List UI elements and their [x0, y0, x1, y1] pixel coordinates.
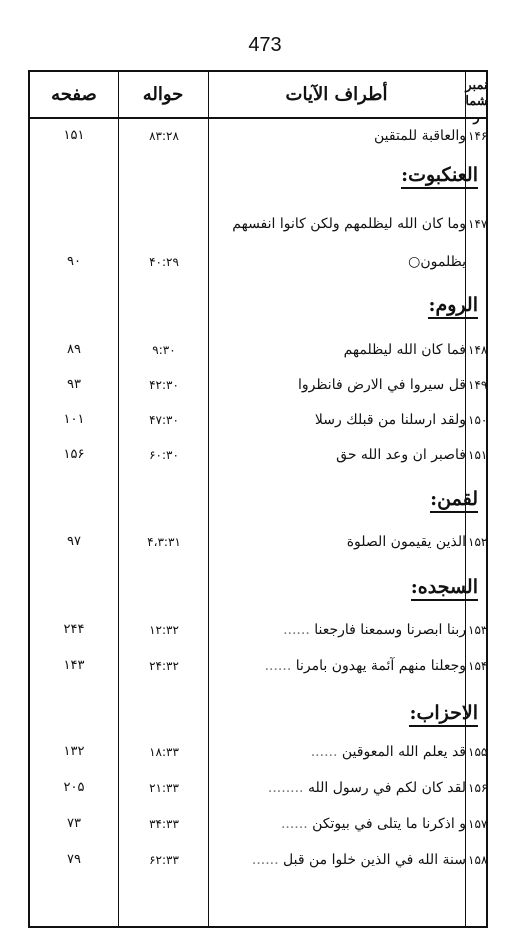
reference-cell: ۱۸:۳۳: [149, 745, 179, 759]
table-row: [30, 404, 486, 436]
surah-heading-text: السجده:: [411, 576, 478, 601]
reference-cell: ۶۲:۳۳: [149, 853, 179, 867]
table-row: [30, 526, 486, 558]
verse-cell: [216, 439, 466, 471]
table-row: [30, 334, 486, 366]
table-row: [30, 736, 486, 768]
verse-text: سنة الله في الذين خلوا من قبل: [283, 852, 466, 868]
verse-text: الذين يقيمون الصلوة: [346, 534, 466, 550]
header-page: صفحه: [51, 84, 97, 105]
reference-cell: ۳۴:۳۳: [149, 817, 179, 831]
surah-heading: [216, 482, 478, 516]
reference-cell: ۴۰:۲۹: [149, 255, 179, 269]
index-table: [28, 70, 488, 928]
number-cell: ۱۵۰: [468, 413, 488, 427]
number-cell: ۱۵۷: [468, 817, 488, 831]
page-cell: ۱۳۲: [63, 744, 85, 759]
verse-cell: [216, 334, 466, 366]
reference-cell: ۲۱:۳۳: [149, 781, 179, 795]
surah-heading-text: العنکبوت:: [401, 164, 478, 189]
surah-heading-text: لقمن:: [430, 488, 478, 513]
number-cell: ۱۵۵: [468, 745, 488, 759]
leader-dots: ......: [310, 744, 342, 760]
number-cell: ۱۴۶: [468, 129, 488, 143]
page-cell: ۱۰۱: [63, 412, 85, 427]
number-cell: ۱۵۳: [468, 623, 488, 637]
number-cell: [468, 246, 486, 278]
verse-cell: [216, 526, 466, 558]
reference-cell: ۱۲:۳۲: [149, 623, 179, 637]
page-cell: ۹۳: [67, 377, 81, 392]
reference-cell: [120, 208, 208, 240]
page-number: 473: [248, 34, 282, 56]
verse-text: والعاقبة للمتقين: [374, 128, 466, 144]
header-number: نمبرشمار: [465, 78, 488, 125]
page-cell: ۱۵۱: [63, 128, 85, 143]
surah-heading-text: الروم:: [428, 294, 478, 319]
verse-text: وما كان الله ليظلمهم ولكن كانوا انفسهم: [232, 216, 466, 232]
verse-cell: [216, 208, 466, 240]
number-cell: ۱۵۶: [468, 781, 488, 795]
reference-cell: ۴۲:۳۰: [149, 378, 179, 392]
verse-text: يظلمون○: [408, 254, 466, 270]
reference-cell: ۴،۳:۳۱: [147, 535, 181, 549]
verse-text: قل سيروا في الارض فانظروا: [297, 377, 466, 393]
number-cell: ۱۴۷: [468, 217, 488, 231]
table-row: [30, 439, 486, 471]
table-row: [30, 614, 486, 646]
verse-cell: [216, 736, 466, 768]
leader-dots: ......: [251, 852, 284, 868]
leader-dots: ........: [267, 780, 308, 796]
leader-dots: ......: [264, 658, 296, 674]
page-cell: ۷۳: [67, 816, 81, 831]
verse-text: ربنا ابصرنا وسمعنا فارجعنا: [314, 622, 466, 638]
verse-cell: [216, 772, 466, 804]
surah-heading: [216, 158, 478, 192]
reference-cell: ۶۰:۳۰: [149, 448, 179, 462]
page-cell: ۲۴۴: [63, 622, 85, 637]
verse-cell: [216, 614, 466, 646]
verse-text: فما كان الله ليظلمهم: [343, 342, 466, 358]
verse-text: قد يعلم الله المعوقين: [341, 744, 466, 760]
page-cell: [30, 208, 118, 240]
header-rule: [30, 117, 486, 119]
verse-text: فاصبر ان وعد الله حق: [336, 447, 466, 463]
verse-text: و اذكرنا ما يتلى في بيوتكن: [312, 816, 466, 832]
verse-cell: [216, 246, 466, 278]
number-cell: ۱۵۲: [468, 535, 488, 549]
page-cell: ۸۹: [67, 342, 81, 357]
number-cell: ۱۵۱: [468, 448, 488, 462]
page-cell: ۷۹: [67, 852, 81, 867]
reference-cell: ۲۴:۳۲: [149, 659, 179, 673]
table-row: [30, 246, 486, 278]
page-cell: ۲۰۵: [63, 780, 85, 795]
surah-heading: [216, 696, 478, 730]
verse-cell: [216, 650, 466, 682]
leader-dots: ......: [280, 816, 313, 832]
table-row: [30, 369, 486, 401]
verse-cell: [216, 808, 466, 840]
table-row: [30, 844, 486, 876]
reference-cell: ۸۳:۲۸: [149, 129, 179, 143]
verse-cell: [216, 844, 466, 876]
verse-cell: [216, 120, 466, 152]
table-row: [30, 120, 486, 152]
header-verse: أطراف الآيات: [285, 84, 388, 105]
page-cell: ۹۰: [67, 254, 81, 269]
number-cell: ۱۴۸: [468, 343, 488, 357]
reference-cell: ۴۷:۳۰: [149, 413, 179, 427]
verse-cell: [216, 404, 466, 436]
table-row: [30, 772, 486, 804]
verse-text: ولقد ارسلنا من قبلك رسلا: [314, 412, 466, 428]
page-cell: ۱۵۶: [63, 447, 85, 462]
verse-text: لقد كان لكم في رسول الله: [307, 780, 466, 796]
reference-cell: ۹:۳۰: [152, 343, 176, 357]
number-cell: ۱۵۴: [468, 659, 488, 673]
number-cell: ۱۴۹: [468, 378, 488, 392]
surah-heading: [216, 570, 478, 604]
number-cell: ۱۵۸: [468, 853, 488, 867]
header-reference: حواله: [142, 84, 184, 105]
surah-heading: [216, 288, 478, 322]
verse-text: وجعلنا منهم آئمة يهدون بامرنا: [295, 658, 466, 674]
leader-dots: ......: [283, 622, 315, 638]
surah-heading-text: الاحزاب:: [409, 702, 478, 727]
verse-cell: [216, 369, 466, 401]
table-row: [30, 650, 486, 682]
page-cell: ۱۴۳: [63, 658, 85, 673]
table-row: [30, 208, 486, 240]
page-cell: ۹۷: [67, 534, 81, 549]
table-row: [30, 808, 486, 840]
